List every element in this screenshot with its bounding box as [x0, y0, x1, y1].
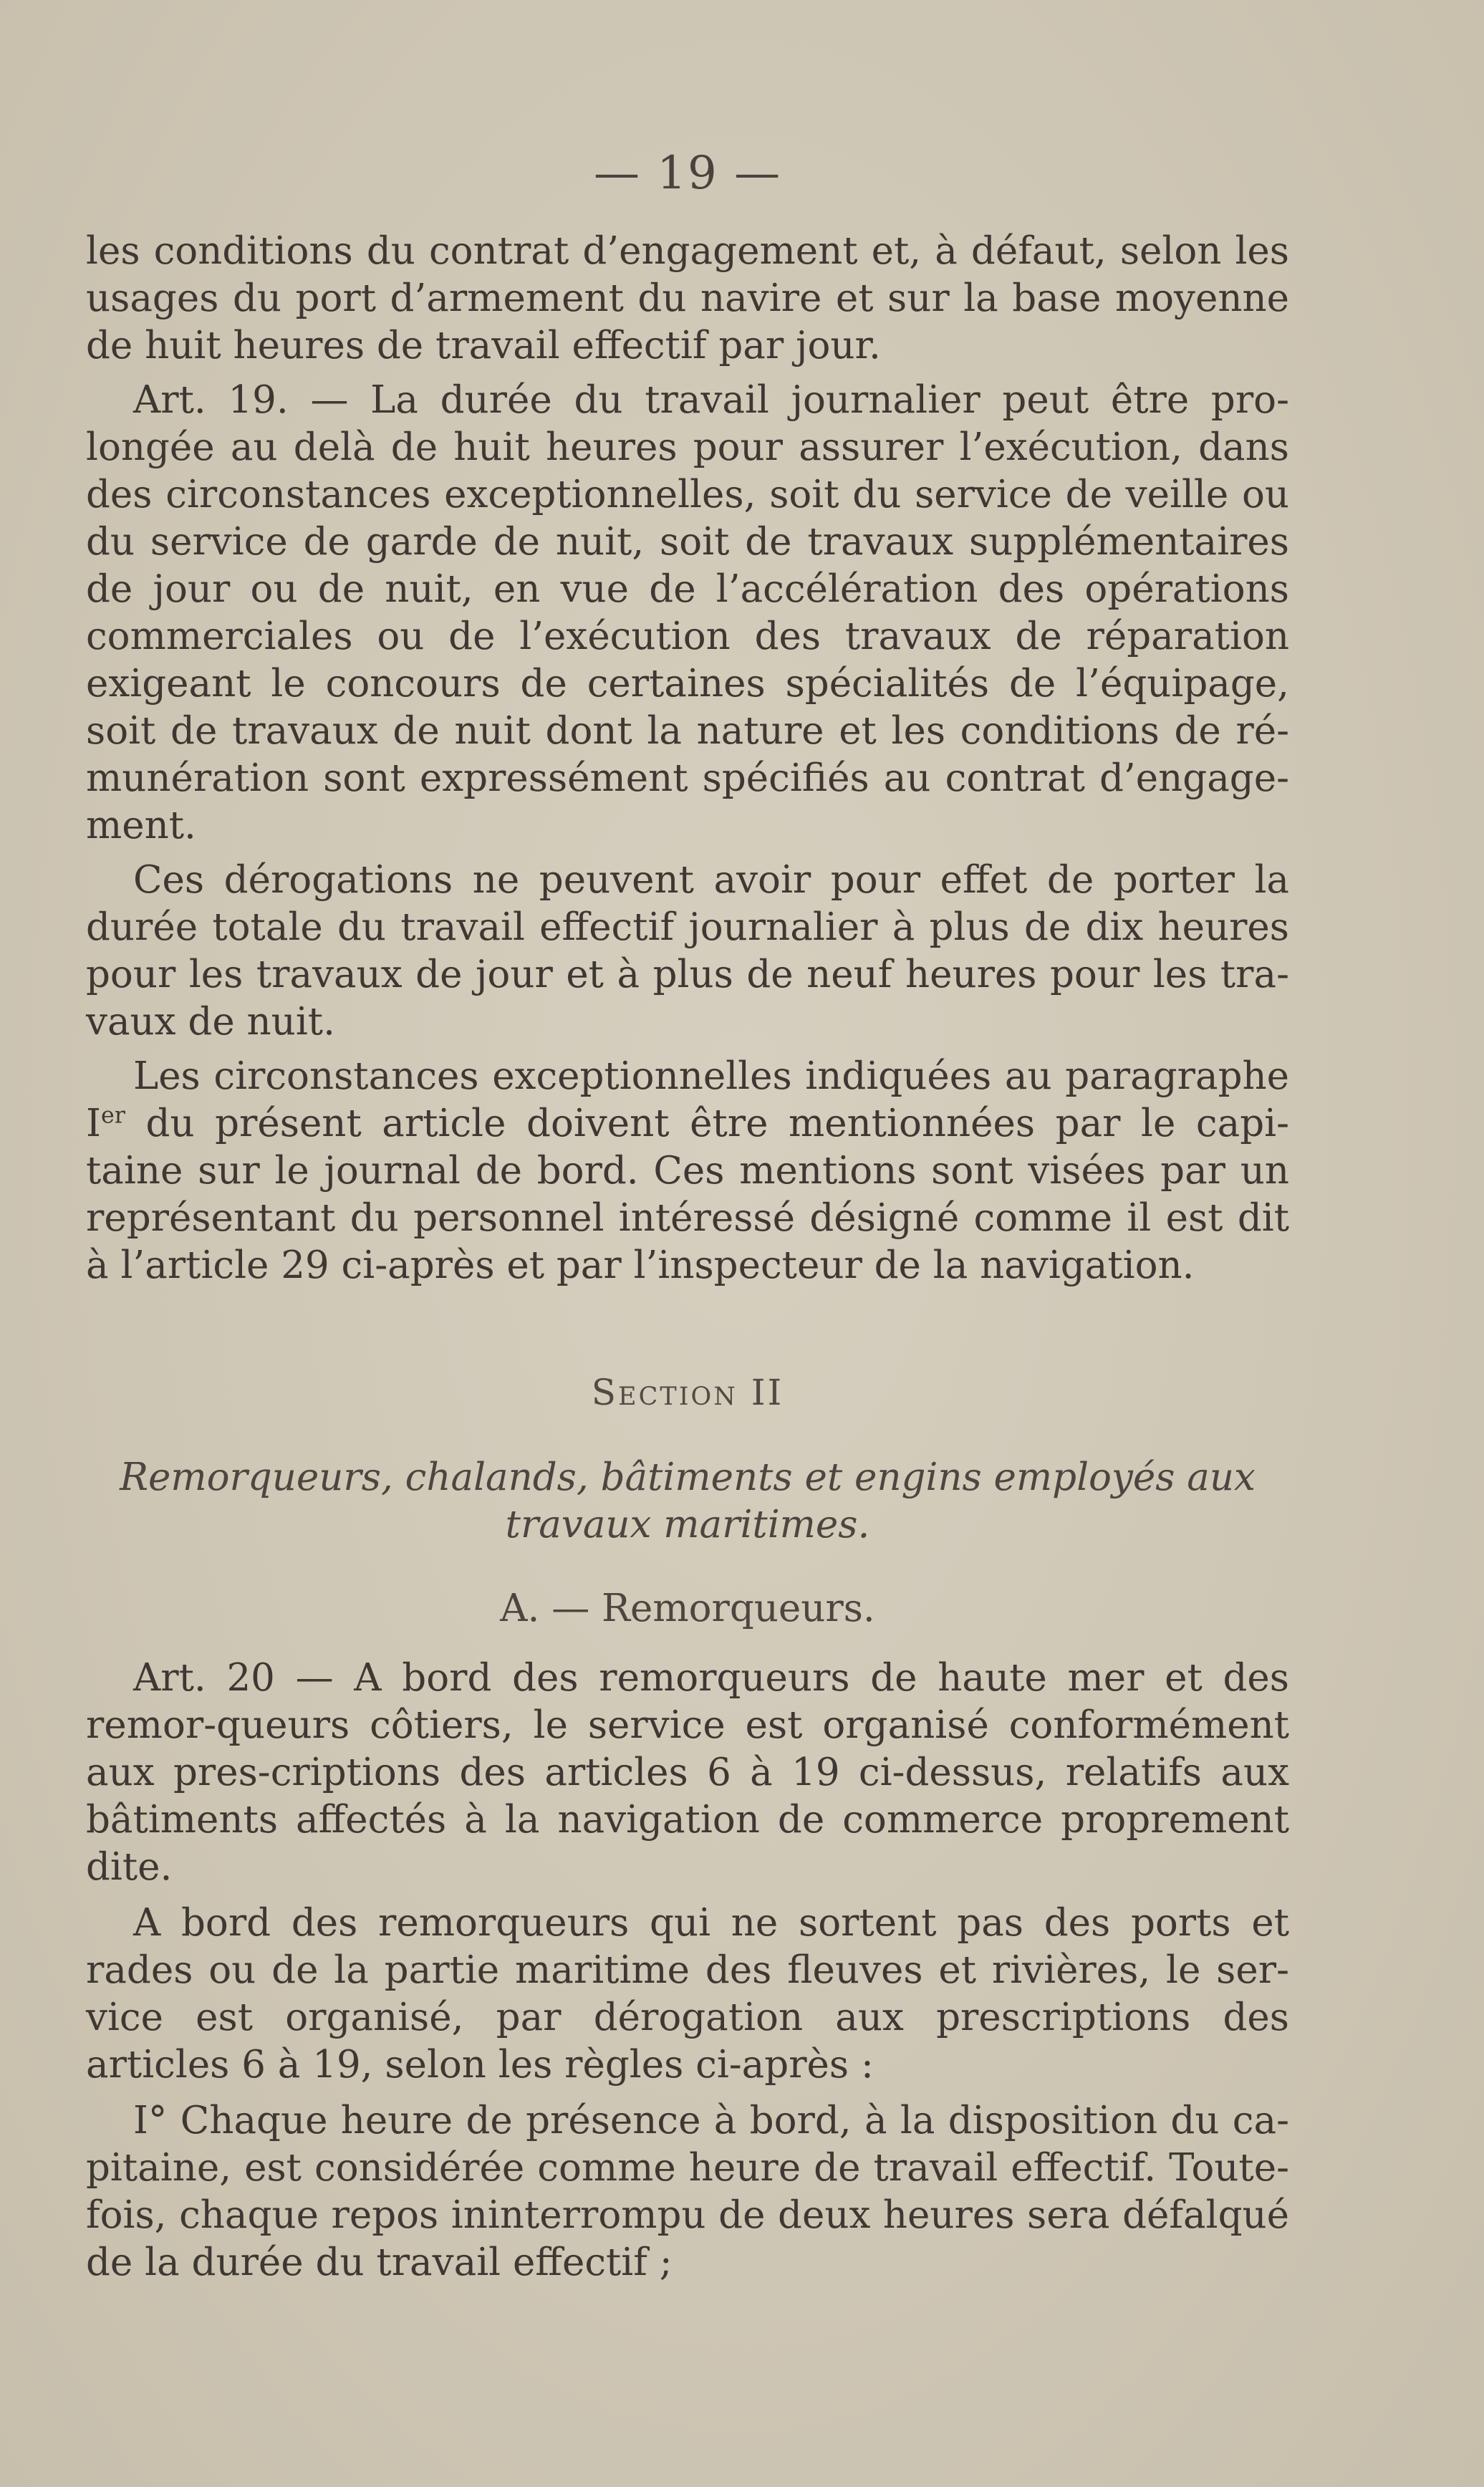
section-title: Remorqueurs, chalands, bâtiments et engins employés aux travaux maritimes.	[120, 1456, 1256, 1546]
body-text-top	[86, 228, 1289, 1289]
body-text-bottom	[86, 1655, 1289, 2286]
paragraph: Ces dérogations ne peuvent avoir pour effet de porter la durée totale du travail effectif journalier à plus de dix heures pour les travaux de jour et à plus de neuf heures pour les tra-vaux de nuit.	[86, 858, 1289, 1044]
paragraph: I° Chaque heure de présence à bord, à la disposition du ca-pitaine, est considérée comme heure de travail effectif. Toute-fois, chaque repos ininterrompu de deux heures sera défalqué de la durée du travail effectif ;	[86, 2099, 1289, 2284]
document-page	[86, 0, 1289, 2487]
paragraph-art-20: Art. 20 — A bord des remorqueurs de haute mer et des remor-queurs côtiers, le service est organisé conformément aux pres-criptions des articles 6 à 19 ci-dessus, relatifs aux bâtiments affectés à la navigation de commerce proprement dite.	[86, 1656, 1289, 1889]
paragraph-text: du présent article doivent être mentionnées par le capi-taine sur le journal de bord. Ces mentions sont visées par un représentant du personnel intéressé désigné comme il est dit à l’article 29 ci-après et par l’inspecteur de la navigation.	[86, 1102, 1289, 1287]
paragraph: A bord des remorqueurs qui ne sortent pas des ports et rades ou de la partie maritime des fleuves et rivières, le ser-vice est organisé, par dérogation aux prescriptions des articles 6 à 19, selon les règles ci-après :	[86, 1901, 1289, 2087]
paragraph: les conditions du contrat d’engagement et, à défaut, selon les usages du port d’armement du navire et sur la base moyenne de huit heures de travail effectif par jour.	[86, 229, 1289, 367]
superscript: er	[100, 1102, 125, 1129]
subsection-heading: A. — Remorqueurs.	[500, 1587, 875, 1630]
paragraph	[86, 1053, 1289, 1289]
paragraph-art-19: Art. 19. — La durée du travail journalier peut être pro-longée au delà de huit heures pour assurer l’exécution, dans des circonstances exceptionnelles, soit du service de veille ou du service de garde de nuit, soit de travaux supplémentaires de jour ou de nuit, en vue de l’accélération des opérations commerciales ou de l’exécution des travaux de réparation exigeant le concours de certaines spécialités de l’équipage, soit de travaux de nuit dont la nature et les conditions de ré-munération sont expressément spécifiés au contrat d’engage-ment.	[86, 378, 1289, 847]
section-heading: Section II	[591, 1372, 784, 1413]
page-number: — 19 —	[593, 147, 782, 200]
paragraph-text: Les circonstances exceptionnelles indiquées au paragraphe I	[86, 1054, 1289, 1145]
